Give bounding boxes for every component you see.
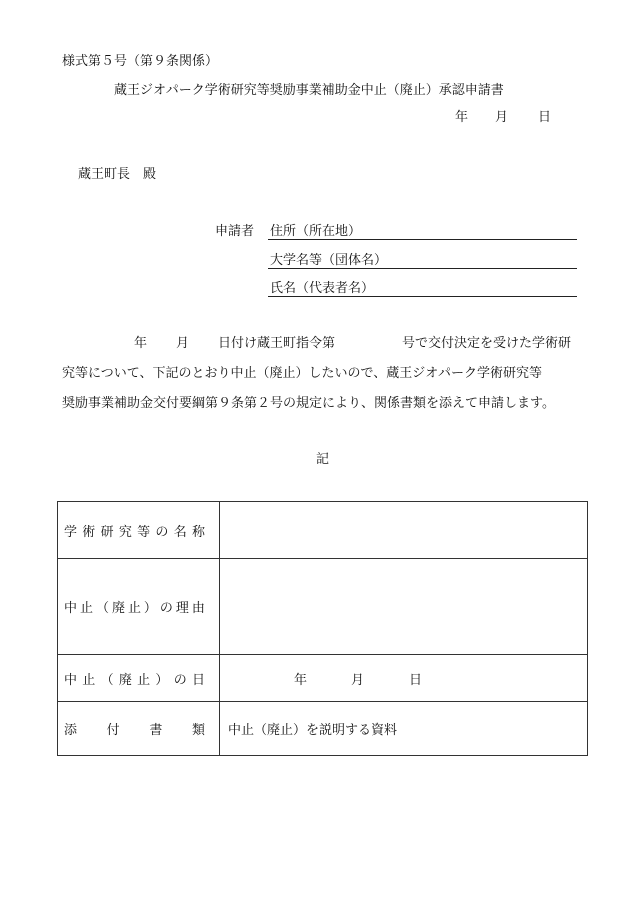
table-row — [58, 502, 588, 559]
body-day-ref: 日付け蔵王町指令第 — [218, 336, 336, 351]
spaced-label: 中 止 （ 廃 止 ） の 理 由 — [64, 601, 205, 616]
applicant-name-label: 氏名（代表者名） — [270, 281, 375, 296]
research-name-field[interactable] — [220, 502, 588, 559]
stop-date-year: 年 — [294, 672, 308, 688]
spaced-label: 添 付 書 類 — [64, 723, 205, 738]
stop-date-label — [58, 655, 220, 702]
record-table — [57, 501, 588, 756]
date-month: 月 — [495, 110, 509, 125]
body-line-2: 究等について、下記のとおり中止（廃止）したいので、蔵王ジオパーク学術研究等 — [62, 366, 542, 381]
applicant-address-label: 住所（所在地） — [270, 224, 362, 239]
applicant-university-label: 大学名等（団体名） — [270, 253, 388, 268]
stop-date-day: 日 — [409, 672, 423, 688]
reason-label — [58, 559, 220, 655]
stop-date-field[interactable] — [220, 655, 588, 702]
research-name-label — [58, 502, 220, 559]
attachment-value: 中止（廃止）を説明する資料 — [220, 702, 588, 756]
name-underline[interactable] — [268, 296, 577, 297]
ki-mark: 記 — [316, 452, 330, 467]
form-title: 蔵王ジオパーク学術研究等奨励事業補助金中止（廃止）承認申請書 — [114, 83, 504, 98]
body-year: 年 — [134, 336, 148, 351]
stop-date-month: 月 — [351, 672, 365, 688]
address-underline[interactable] — [268, 239, 577, 240]
university-underline[interactable] — [268, 268, 577, 269]
reason-field[interactable] — [220, 559, 588, 655]
addressee: 蔵王町長 殿 — [78, 167, 157, 182]
body-line-3: 奨励事業補助金交付要綱第９条第２号の規定により、関係書類を添えて申請します。 — [62, 396, 555, 411]
date-day: 日 — [538, 110, 552, 125]
table-row — [58, 559, 588, 655]
spaced-label: 学 術 研 究 等 の 名 称 — [64, 524, 205, 540]
body-month: 月 — [176, 336, 190, 351]
date-year: 年 — [455, 110, 469, 125]
spaced-label: 中 止 （ 廃 止 ） の 日 — [64, 672, 205, 688]
table-row — [58, 655, 588, 702]
form-number: 様式第５号（第９条関係） — [62, 54, 219, 69]
attachment-label — [58, 702, 220, 756]
table-row — [58, 702, 588, 756]
body-suffix: 号で交付決定を受けた学術研 — [402, 336, 572, 351]
applicant-label: 申請者 — [215, 224, 255, 239]
